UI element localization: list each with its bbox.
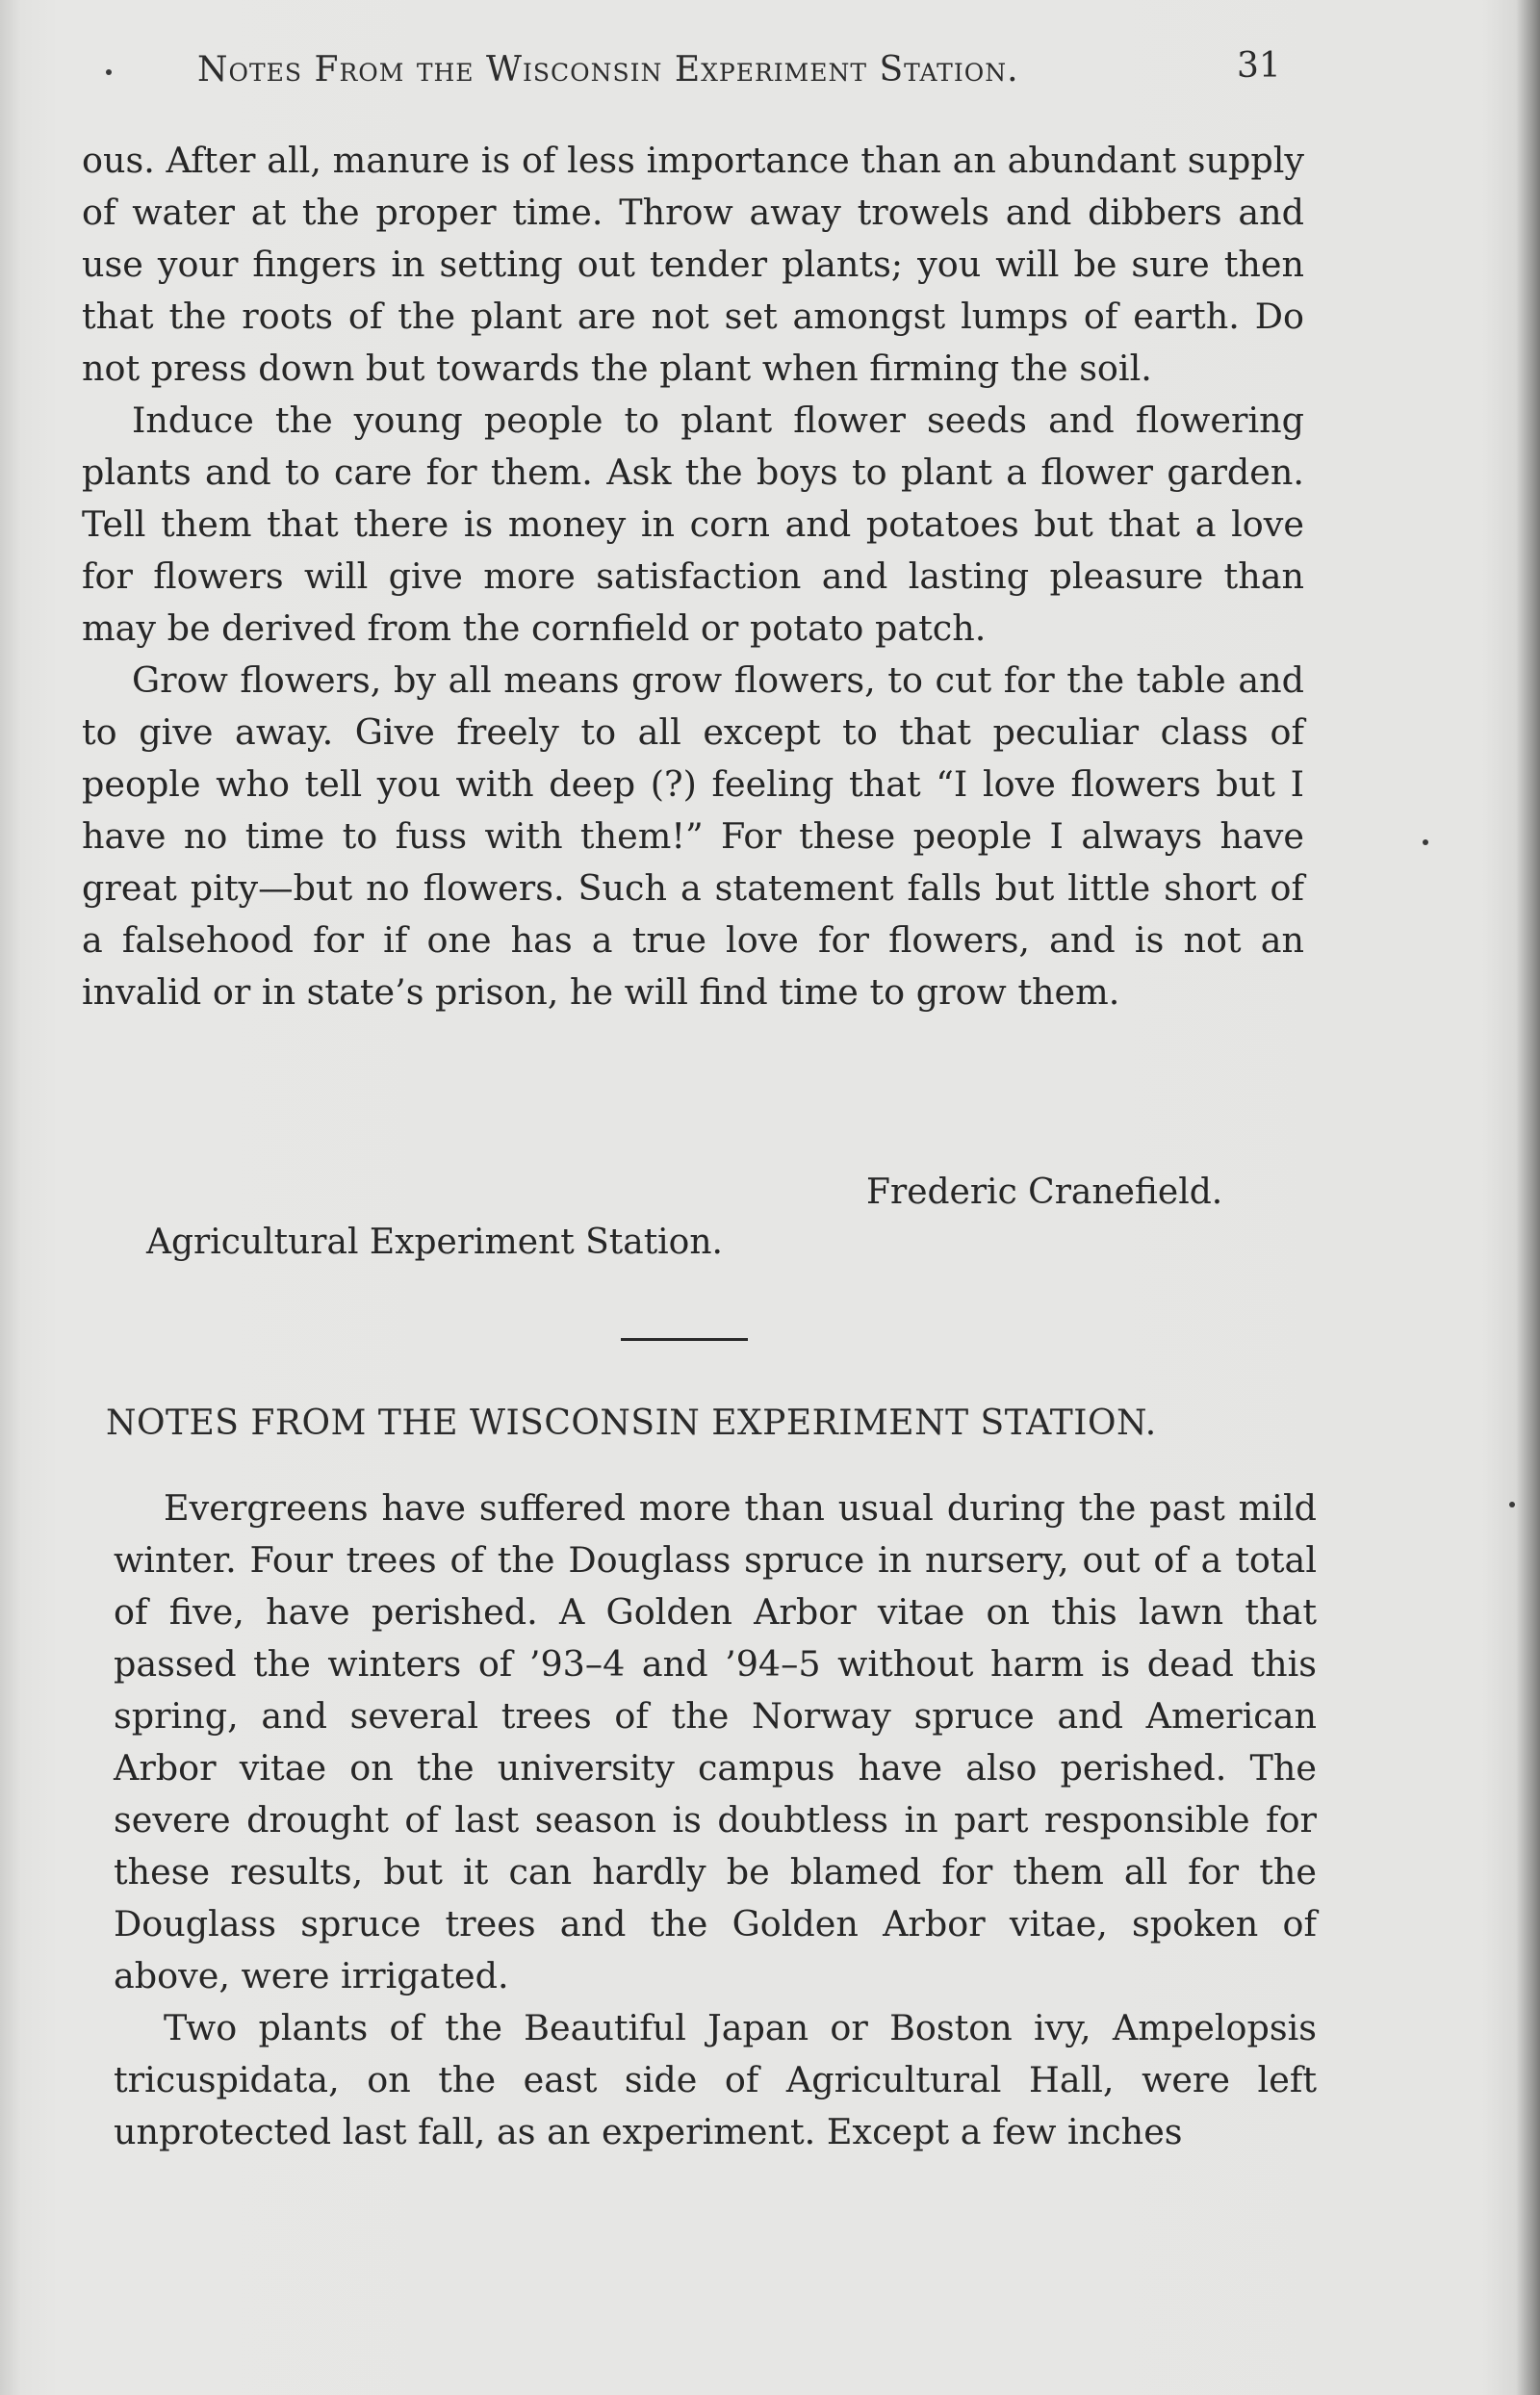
paragraph: Induce the young people to plant flower seeds and flowering plants and to care for them. Ask the boys to plant a flower garden. Tell them that there is money in corn and potatoes but that a love for flowers will give more satisfaction and lasting pleasure than may be derived from the cornfield or potato patch.	[82, 399, 1304, 649]
paragraph: ous. After all, manure is of less importance than an abundant supply of water at the proper time. Throw away trowels and dibbers and use your fingers in setting out tender plants; you will be sure then that the roots of the plant are not set amongst lumps of earth. Do not press down but towards the plant when firming the soil.	[82, 140, 1304, 389]
section-heading: NOTES FROM THE WISCONSIN EXPERIMENT STATION.	[106, 1404, 1157, 1443]
article-two-body	[114, 1482, 1317, 2158]
article-one-body	[82, 135, 1304, 1018]
print-speck	[106, 69, 112, 75]
paragraph: Two plants of the Beautiful Japan or Boston ivy, Ampelopsis tricuspidata, on the east side of Agricultural Hall, were left unprotected last fall, as an experiment. Except a few inches	[114, 2007, 1317, 2152]
running-head: Notes From the Wisconsin Experiment Station.	[197, 50, 1019, 90]
author-affiliation: Agricultural Experiment Station.	[146, 1223, 723, 1262]
section-divider	[621, 1338, 748, 1341]
paragraph: Evergreens have suffered more than usual during the past mild winter. Four trees of the Douglass spruce in nursery, out of a total of five, have perished. A Golden Arbor vitae on this lawn that passed the winters of ’93–4 and ’94–5 without harm is dead this spring, and several trees of the Norway spruce and American Arbor vitae on the university campus have also perished. The severe drought of last season is doubtless in part responsible for these results, but it can hardly be blamed for them all for the Douglass spruce trees and the Golden Arbor vitae, spoken of above, were irrigated.	[114, 1487, 1317, 1996]
author-signature: Frederic Cranefield.	[866, 1172, 1223, 1212]
paragraph: Grow flowers, by all means grow flowers, to cut for the table and to give away. Give freely to all except to that peculiar class of people who tell you with deep (?) feeling that “I love flowers but I have no time to fuss with them!” For these people I always have great pity—but no flowers. Such a statement falls but little short of a falsehood for if one has a true love for flowers, and is not an invalid or in state’s prison, he will find time to grow them.	[82, 659, 1304, 1013]
page-number: 31	[1237, 46, 1281, 86]
print-speck	[1509, 1502, 1515, 1507]
print-speck	[1423, 839, 1428, 845]
